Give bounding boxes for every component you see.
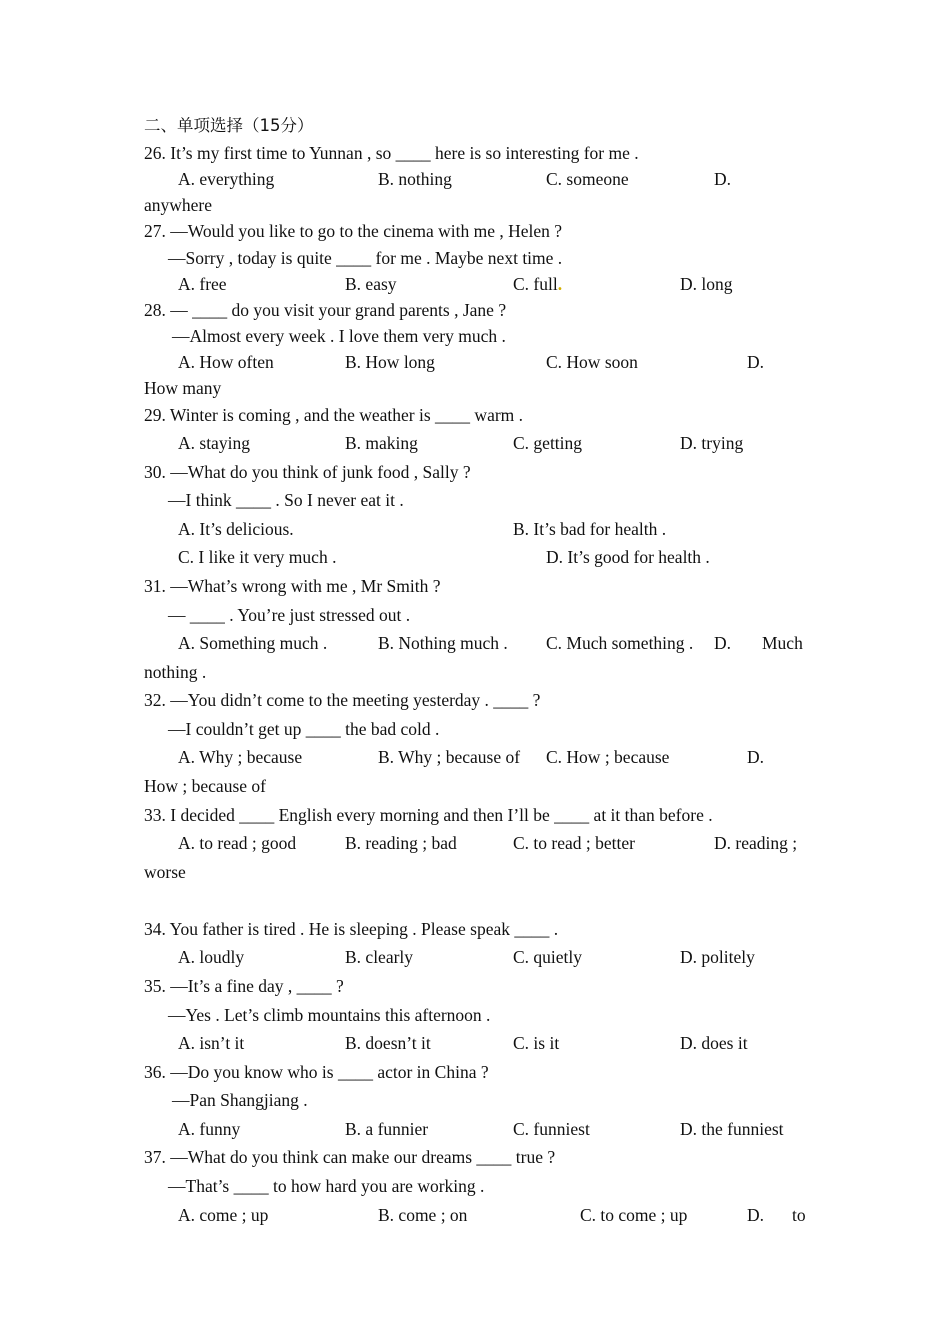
question-32-option-b: B. Why ; because of xyxy=(378,747,521,767)
question-33-option-a: A. to read ; good xyxy=(178,833,297,853)
question-37-option-c: C. to come ; up xyxy=(580,1205,688,1225)
highlight-mark: . xyxy=(557,274,563,294)
question-28-option-d: D. xyxy=(747,352,765,372)
question-36-stem: 36. —Do you know who is ____ actor in China ? xyxy=(144,1062,489,1082)
question-32-option-a: A. Why ; because xyxy=(178,747,303,767)
question-28-stem: 28. — ____ do you visit your grand parents , Jane ? xyxy=(144,300,507,320)
question-29-option-a: A. staying xyxy=(178,433,250,453)
question-37-option-d-word: to xyxy=(792,1205,806,1225)
question-26-option-c: C. someone xyxy=(546,169,629,189)
question-30-option-d: D. It’s good for health . xyxy=(546,547,710,567)
question-32-stem: 32. —You didn’t come to the meeting yesterday . ____ ? xyxy=(144,690,541,710)
question-27-option-a: A. free xyxy=(178,274,227,294)
question-27-option-d: D. long xyxy=(680,274,733,294)
question-33-option-b: B. reading ; bad xyxy=(345,833,457,853)
question-30-stem: 30. —What do you think of junk food , Sally ? xyxy=(144,462,471,482)
question-36-option-c: C. funniest xyxy=(513,1119,590,1139)
question-37-stem: 37. —What do you think can make our dreams ____ true ? xyxy=(144,1147,556,1167)
question-33-option-c: C. to read ; better xyxy=(513,833,635,853)
question-31-option-c: C. Much something . xyxy=(546,633,694,653)
question-34-option-a: A. loudly xyxy=(178,947,245,967)
question-31-option-a: A. Something much . xyxy=(178,633,328,653)
question-34-stem: 34. You father is tired . He is sleeping . Please speak ____ . xyxy=(144,919,559,939)
question-35-reply: —Yes . Let’s climb mountains this afternoon . xyxy=(168,1005,491,1025)
question-28-option-d-text: How many xyxy=(144,378,222,398)
question-31-option-d-word: Much xyxy=(762,633,803,653)
question-32-reply: —I couldn’t get up ____ the bad cold . xyxy=(168,719,440,739)
question-35-option-d: D. does it xyxy=(680,1033,748,1053)
question-28-option-b: B. How long xyxy=(345,352,435,372)
question-32-option-d-text: How ; because of xyxy=(144,776,266,796)
question-35-stem: 35. —It’s a fine day , ____ ? xyxy=(144,976,344,996)
question-32-option-d: D. xyxy=(747,747,765,767)
question-33-option-d: D. reading ; xyxy=(714,833,798,853)
question-29-option-d: D. trying xyxy=(680,433,744,453)
question-28-option-a: A. How often xyxy=(178,352,274,372)
question-37-reply: —That’s ____ to how hard you are working . xyxy=(168,1176,485,1196)
question-27-reply: —Sorry , today is quite ____ for me . Maybe next time . xyxy=(168,248,563,268)
question-35-option-a: A. isn’t it xyxy=(178,1033,245,1053)
question-26-stem: 26. It’s my first time to Yunnan , so ____ here is so interesting for me . xyxy=(144,143,639,163)
question-28-option-c: C. How soon xyxy=(546,352,638,372)
question-32-option-c: C. How ; because xyxy=(546,747,670,767)
question-31-stem: 31. —What’s wrong with me , Mr Smith ? xyxy=(144,576,441,596)
question-36-option-b: B. a funnier xyxy=(345,1119,429,1139)
question-30-option-a: A. It’s delicious. xyxy=(178,519,294,539)
question-26-option-d: D. xyxy=(714,169,732,189)
question-37-option-a: A. come ; up xyxy=(178,1205,269,1225)
question-37-option-b: B. come ; on xyxy=(378,1205,468,1225)
question-36-reply: —Pan Shangjiang . xyxy=(172,1090,308,1110)
question-30-reply: —I think ____ . So I never eat it . xyxy=(168,490,404,510)
question-26-option-d-text: anywhere xyxy=(144,195,213,215)
question-34-option-c: C. quietly xyxy=(513,947,583,967)
question-33-stem: 33. I decided ____ English every morning and then I’ll be ____ at it than before . xyxy=(144,805,713,825)
question-26-option-b: B. nothing xyxy=(378,169,452,189)
question-27-option-c xyxy=(513,274,562,294)
question-34-option-d: D. politely xyxy=(680,947,755,967)
question-27-option-b: B. easy xyxy=(345,274,397,294)
question-37-option-d: D. xyxy=(747,1205,765,1225)
question-36-option-a: A. funny xyxy=(178,1119,241,1139)
question-30-option-c: C. I like it very much . xyxy=(178,547,337,567)
question-36-option-d: D. the funniest xyxy=(680,1119,784,1139)
question-31-option-d-text: nothing . xyxy=(144,662,207,682)
question-31-option-d: D. xyxy=(714,633,732,653)
question-35-option-c: C. is it xyxy=(513,1033,560,1053)
question-31-option-b: B. Nothing much . xyxy=(378,633,508,653)
question-27-option-c-label: C. full xyxy=(513,274,558,294)
question-33-option-d-text: worse xyxy=(144,862,186,882)
question-29-option-b: B. making xyxy=(345,433,418,453)
question-29-option-c: C. getting xyxy=(513,433,583,453)
question-28-reply: —Almost every week . I love them very much . xyxy=(172,326,506,346)
question-35-option-b: B. doesn’t it xyxy=(345,1033,431,1053)
section-title: 二、单项选择（15分） xyxy=(144,116,314,135)
question-31-reply: — ____ . You’re just stressed out . xyxy=(168,605,411,625)
question-30-option-b: B. It’s bad for health . xyxy=(513,519,667,539)
question-29-stem: 29. Winter is coming , and the weather is ____ warm . xyxy=(144,405,524,425)
question-27-stem: 27. —Would you like to go to the cinema with me , Helen ? xyxy=(144,221,563,241)
question-26-option-a: A. everything xyxy=(178,169,275,189)
question-34-option-b: B. clearly xyxy=(345,947,414,967)
